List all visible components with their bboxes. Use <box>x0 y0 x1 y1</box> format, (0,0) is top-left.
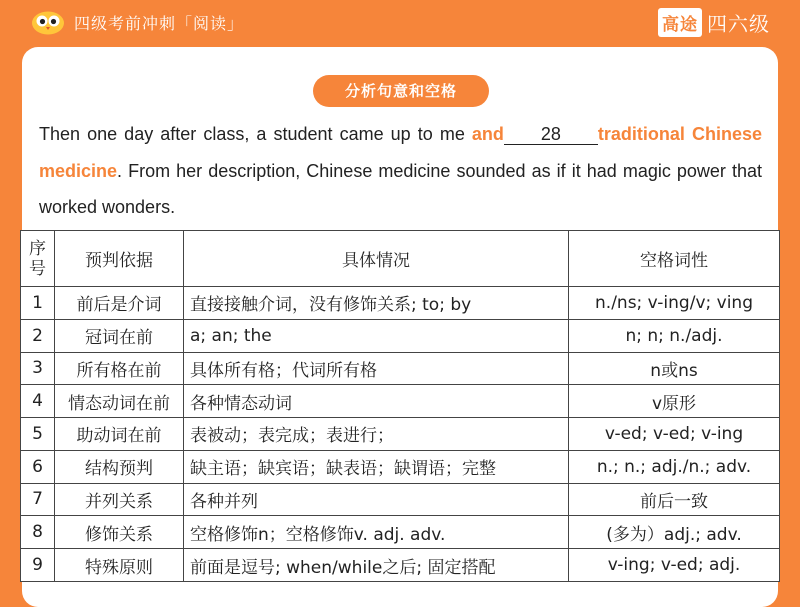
cell-basis: 所有格在前 <box>55 352 184 385</box>
cell-seq: 2 <box>21 319 55 352</box>
cell-basis: 修饰关系 <box>55 516 184 549</box>
blank-28: 28 <box>504 124 598 145</box>
cell-pos: v-ed; v-ed; v-ing <box>569 418 780 451</box>
table-row <box>21 385 780 418</box>
table-row <box>21 483 780 516</box>
header-basis: 预判依据 <box>55 231 184 287</box>
cell-detail: 各种情态动词 <box>184 385 569 418</box>
brand-box-text: 高途 <box>658 8 702 37</box>
top-bar <box>0 0 800 44</box>
header-detail: 具体情况 <box>184 231 569 287</box>
cell-pos: v-ing; v-ed; adj. <box>569 549 780 582</box>
cell-seq: 6 <box>21 450 55 483</box>
cell-basis: 并列关系 <box>55 483 184 516</box>
cell-basis: 结构预判 <box>55 450 184 483</box>
cell-detail: 具体所有格；代词所有格 <box>184 352 569 385</box>
passage-highlight-and: and <box>471 124 504 144</box>
cell-seq: 5 <box>21 418 55 451</box>
cell-seq: 1 <box>21 287 55 320</box>
cell-seq: 3 <box>21 352 55 385</box>
owl-logo-icon <box>31 9 65 35</box>
brand-logo <box>658 8 770 37</box>
cell-detail: a; an; the <box>184 319 569 352</box>
cell-seq: 7 <box>21 483 55 516</box>
cell-basis: 前后是介词 <box>55 287 184 320</box>
table-row <box>21 352 780 385</box>
cell-seq: 4 <box>21 385 55 418</box>
table-row <box>21 450 780 483</box>
passage-highlight-phrase: traditional Chinese medicine <box>39 124 762 181</box>
cell-basis: 助动词在前 <box>55 418 184 451</box>
table-row <box>21 319 780 352</box>
header-pos: 空格词性 <box>569 231 780 287</box>
cell-pos: n或ns <box>569 352 780 385</box>
table-header-row <box>21 231 780 287</box>
reading-passage <box>39 116 762 226</box>
cell-pos: (多为）adj.; adv. <box>569 516 780 549</box>
cell-pos: n.; n.; adj./n.; adv. <box>569 450 780 483</box>
table-row <box>21 516 780 549</box>
cell-seq: 8 <box>21 516 55 549</box>
cell-detail: 缺主语；缺宾语；缺表语；缺谓语；完整 <box>184 450 569 483</box>
cell-detail: 直接接触介词，没有修饰关系; to; by <box>184 287 569 320</box>
prediction-rules-table <box>20 230 780 582</box>
passage-text-1: Then one day after class, a student came up to me <box>39 124 472 144</box>
cell-pos: v原形 <box>569 385 780 418</box>
cell-basis: 冠词在前 <box>55 319 184 352</box>
brand-text: 四六级 <box>707 12 770 36</box>
cell-detail: 表被动；表完成；表进行； <box>184 418 569 451</box>
app-title: 四级考前冲刺「阅读」 <box>74 14 245 33</box>
cell-seq: 9 <box>21 549 55 582</box>
cell-basis: 特殊原则 <box>55 549 184 582</box>
cell-pos: n./ns; v-ing/v; ving <box>569 287 780 320</box>
header-seq: 序 号 <box>21 231 55 287</box>
cell-detail: 前面是逗号; when/while之后; 固定搭配 <box>184 549 569 582</box>
table-row <box>21 549 780 582</box>
cell-basis: 情态动词在前 <box>55 385 184 418</box>
section-label: 分析句意和空格 <box>313 75 489 107</box>
table-row <box>21 418 780 451</box>
cell-pos: 前后一致 <box>569 483 780 516</box>
table-row <box>21 287 780 320</box>
cell-detail: 各种并列 <box>184 483 569 516</box>
passage-text-2: . From her description, Chinese medicine sounded as if it had magic power that worked wonders. <box>39 160 762 217</box>
cell-detail: 空格修饰n；空格修饰v. adj. adv. <box>184 516 569 549</box>
cell-pos: n; n; n./adj. <box>569 319 780 352</box>
